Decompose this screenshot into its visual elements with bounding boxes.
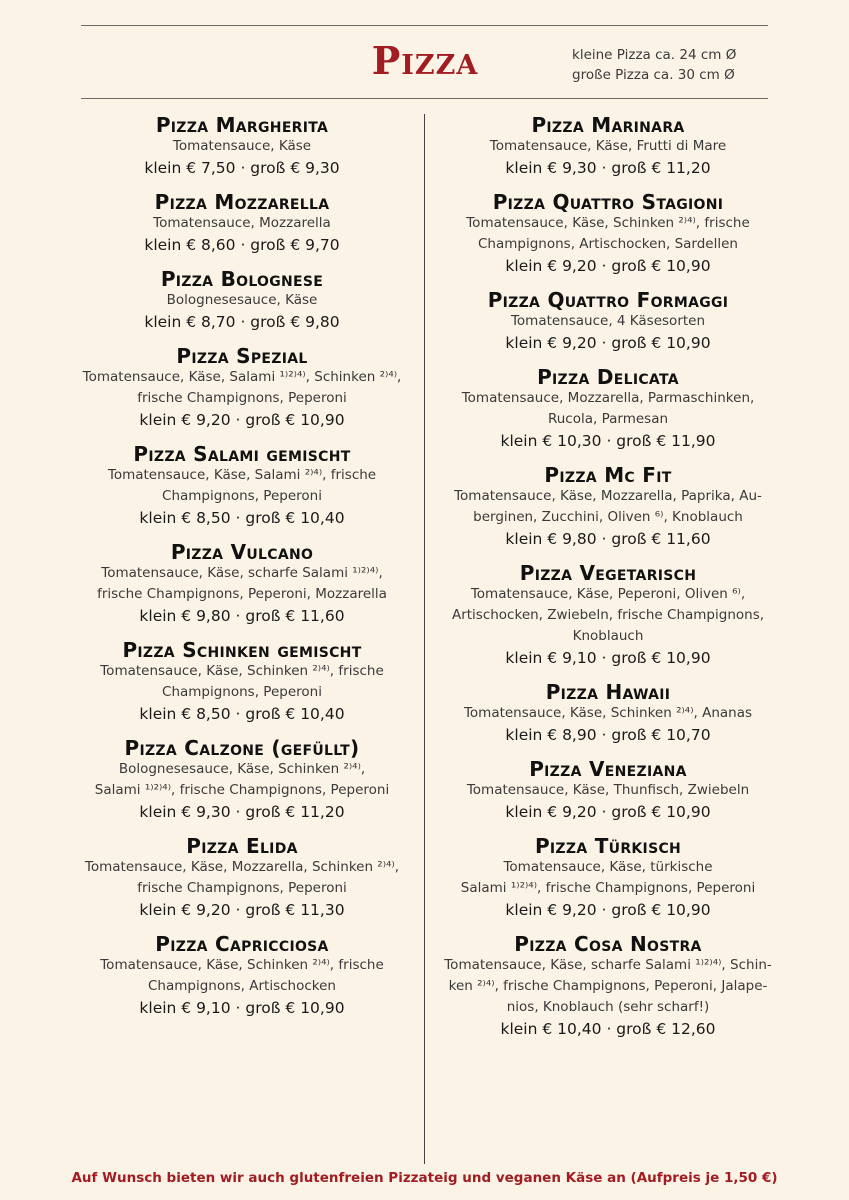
pizza-ingredients: ken ²⁾⁴⁾, frische Champignons, Peperoni, Jalape- [448, 978, 768, 994]
menu-item [440, 289, 776, 355]
pizza-name: Pizza Elida [186, 834, 298, 858]
size-small-text: kleine Pizza ca. 24 cm Ø [572, 47, 737, 63]
pizza-price: klein € 8,60 · groß € 9,70 [144, 236, 340, 254]
pizza-name: Pizza Salami gemischt [133, 442, 351, 466]
pizza-price: klein € 9,30 · groß € 11,20 [505, 159, 711, 177]
pizza-name: Pizza Vegetarisch [519, 561, 697, 585]
pizza-name: Pizza Mozzarella [154, 190, 330, 214]
pizza-name: Pizza Margherita [155, 113, 329, 137]
pizza-ingredients: Tomatensauce, Mozzarella, Parmaschinken, [461, 390, 755, 406]
menu-item [440, 114, 776, 180]
pizza-ingredients: Tomatensauce, 4 Käsesorten [510, 313, 706, 329]
pizza-ingredients: berginen, Zucchini, Oliven ⁶⁾, Knoblauch [473, 509, 743, 525]
pizza-name: Pizza Marinara [531, 113, 685, 137]
pizza-ingredients: Champignons, Artischocken, Sardellen [478, 236, 738, 252]
menu-item [74, 835, 410, 922]
pizza-name: Pizza Capricciosa [155, 932, 329, 956]
pizza-price: klein € 9,10 · groß € 10,90 [505, 649, 711, 667]
pizza-ingredients: Bolognesesauce, Käse [166, 292, 318, 308]
pizza-ingredients: Tomatensauce, Käse, Schinken ²⁾⁴⁾, frische [100, 957, 384, 973]
menu-item [74, 114, 410, 180]
pizza-name: Pizza Mc Fit [544, 463, 672, 487]
menu-item [440, 191, 776, 278]
pizza-ingredients: Tomatensauce, Käse, Schinken ²⁾⁴⁾, frische [466, 215, 750, 231]
pizza-price: klein € 9,10 · groß € 10,90 [139, 999, 345, 1017]
pizza-name: Pizza Vulcano [170, 540, 314, 564]
pizza-ingredients: nios, Knoblauch (sehr scharf!) [506, 999, 710, 1015]
footer-note: Auf Wunsch bieten wir auch glutenfreien Pizzateig und veganen Käse an (Aufpreis je 1,50 €) [71, 1170, 778, 1186]
pizza-price: klein € 9,80 · groß € 11,60 [505, 530, 711, 548]
pizza-ingredients: Tomatensauce, Käse, Salami ¹⁾²⁾⁴⁾, Schinken ²⁾⁴⁾, [82, 369, 402, 385]
size-info [572, 45, 736, 85]
pizza-price: klein € 9,20 · groß € 10,90 [505, 334, 711, 352]
pizza-ingredients: frische Champignons, Peperoni, Mozzarella [97, 586, 387, 602]
pizza-price: klein € 8,50 · groß € 10,40 [139, 705, 345, 723]
menu-item [74, 443, 410, 530]
menu-item [440, 933, 776, 1041]
pizza-ingredients: Tomatensauce, Käse, Schinken ²⁾⁴⁾, Ananas [463, 705, 753, 721]
pizza-ingredients: Bolognesesauce, Käse, Schinken ²⁾⁴⁾, [118, 761, 366, 777]
menu-item [74, 933, 410, 1020]
header-rule [81, 98, 768, 99]
pizza-ingredients: Tomatensauce, Käse, türkische [503, 859, 713, 875]
pizza-price: klein € 7,50 · groß € 9,30 [144, 159, 340, 177]
pizza-price: klein € 8,70 · groß € 9,80 [144, 313, 340, 331]
pizza-ingredients: Champignons, Peperoni [162, 488, 322, 504]
pizza-name: Pizza Calzone (gefüllt) [124, 736, 360, 760]
pizza-ingredients: Artischocken, Zwiebeln, frische Champignons, [451, 607, 765, 623]
menu-item [74, 268, 410, 334]
pizza-ingredients: Tomatensauce, Käse, Mozzarella, Schinken ²⁾⁴⁾, [84, 859, 400, 875]
pizza-price: klein € 9,20 · groß € 10,90 [505, 257, 711, 275]
menu-item [440, 681, 776, 747]
menu-item [440, 758, 776, 824]
menu-item [74, 191, 410, 257]
pizza-ingredients: Tomatensauce, Käse, Salami ²⁾⁴⁾, frische [107, 467, 377, 483]
menu-item [440, 562, 776, 670]
pizza-ingredients: Champignons, Artischocken [147, 978, 336, 994]
pizza-ingredients: Tomatensauce, Käse, Frutti di Mare [489, 138, 727, 154]
pizza-name: Pizza Spezial [176, 344, 308, 368]
pizza-ingredients: frische Champignons, Peperoni [137, 880, 347, 896]
pizza-price: klein € 9,20 · groß € 10,90 [505, 901, 711, 919]
pizza-name: Pizza Veneziana [529, 757, 687, 781]
pizza-price: klein € 8,50 · groß € 10,40 [139, 509, 345, 527]
pizza-ingredients: Champignons, Peperoni [162, 684, 322, 700]
pizza-name: Pizza Quattro Formaggi [487, 288, 729, 312]
pizza-ingredients: Tomatensauce, Käse, scharfe Salami ¹⁾²⁾⁴⁾, [101, 565, 383, 581]
pizza-ingredients: Knoblauch [572, 628, 644, 644]
pizza-ingredients: Tomatensauce, Käse, Peperoni, Oliven ⁶⁾, [470, 586, 746, 602]
top-rule [81, 25, 768, 26]
menu-item [74, 737, 410, 824]
menu-column-left [74, 114, 410, 1031]
pizza-name: Pizza Delicata [537, 365, 679, 389]
pizza-price: klein € 9,20 · groß € 10,90 [139, 411, 345, 429]
pizza-name: Pizza Hawaii [545, 680, 671, 704]
menu-item [440, 835, 776, 922]
pizza-price: klein € 8,90 · groß € 10,70 [505, 726, 711, 744]
menu-item [440, 366, 776, 453]
menu-item [74, 345, 410, 432]
pizza-price: klein € 9,30 · groß € 11,20 [139, 803, 345, 821]
pizza-ingredients: Tomatensauce, Käse, scharfe Salami ¹⁾²⁾⁴⁾, Schin- [444, 957, 772, 973]
pizza-ingredients: Salami ¹⁾²⁾⁴⁾, frische Champignons, Peperoni [460, 880, 756, 896]
size-large-text: große Pizza ca. 30 cm Ø [572, 67, 735, 83]
pizza-ingredients: Tomatensauce, Käse [172, 138, 312, 154]
pizza-price: klein € 9,20 · groß € 11,30 [139, 901, 345, 919]
pizza-name: Pizza Quattro Stagioni [492, 190, 724, 214]
pizza-ingredients: Rucola, Parmesan [547, 411, 669, 427]
column-divider [424, 114, 425, 1164]
pizza-ingredients: frische Champignons, Peperoni [137, 390, 347, 406]
pizza-price: klein € 9,80 · groß € 11,60 [139, 607, 345, 625]
pizza-price: klein € 9,20 · groß € 10,90 [505, 803, 711, 821]
pizza-price: klein € 10,40 · groß € 12,60 [500, 1020, 716, 1038]
pizza-name: Pizza Türkisch [534, 834, 682, 858]
menu-column-right [440, 114, 776, 1052]
menu-item [440, 464, 776, 551]
pizza-name: Pizza Cosa Nostra [514, 932, 702, 956]
pizza-ingredients: Tomatensauce, Mozzarella [153, 215, 331, 231]
menu-item [74, 639, 410, 726]
pizza-ingredients: Tomatensauce, Käse, Schinken ²⁾⁴⁾, frische [100, 663, 384, 679]
pizza-ingredients: Salami ¹⁾²⁾⁴⁾, frische Champignons, Peperoni [94, 782, 390, 798]
pizza-ingredients: Tomatensauce, Käse, Mozzarella, Paprika, Au- [454, 488, 762, 504]
pizza-name: Pizza Bolognese [160, 267, 324, 291]
page-title: Pizza [371, 38, 479, 83]
menu-item [74, 541, 410, 628]
pizza-price: klein € 10,30 · groß € 11,90 [500, 432, 716, 450]
pizza-name: Pizza Schinken gemischt [122, 638, 362, 662]
pizza-ingredients: Tomatensauce, Käse, Thunfisch, Zwiebeln [466, 782, 750, 798]
